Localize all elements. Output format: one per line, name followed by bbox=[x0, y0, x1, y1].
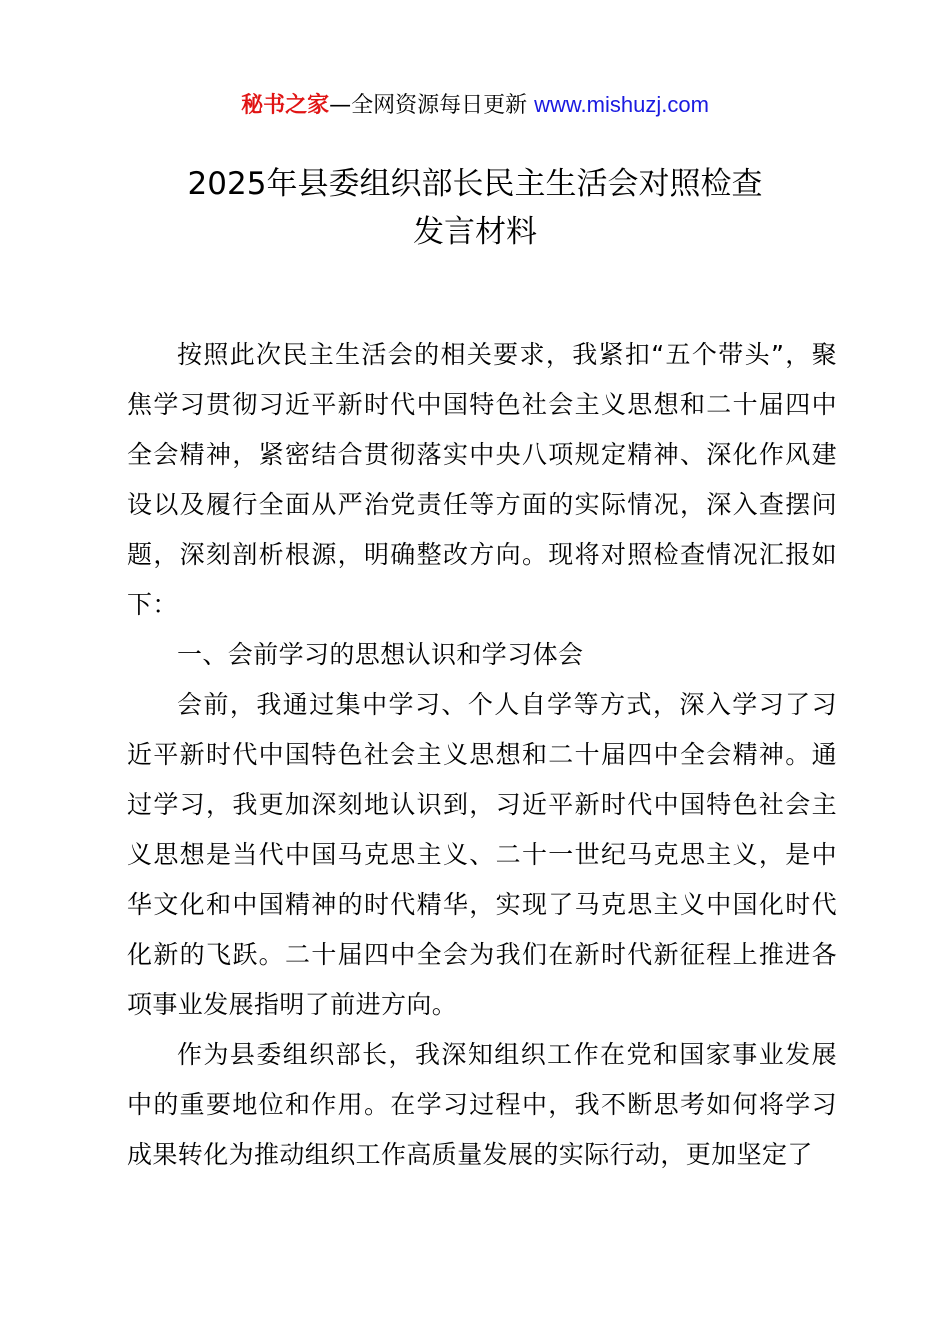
document-title bbox=[100, 160, 850, 256]
section-heading-1: 一、会前学习的思想认识和学习体会 bbox=[177, 640, 584, 669]
paragraph-study: 会前，我通过集中学习、个人自学等方式，深入学习了习近平新时代中国特色社会主义思想和二十届四中全会精神。通过学习，我更加深刻地认识到，习近平新时代中国特色社会主义思想是当代中国马克思主义、二十一世纪马克思主义，是中华文化和中国精神的时代精华，实现了马克思主义中国化时代化新的飞跃。二十届四中全会为我们在新时代新征程上推进各项事业发展指明了前进方向。 bbox=[127, 690, 837, 1019]
header-tagline: —全网资源每日更新 bbox=[329, 93, 528, 118]
brand-name: 秘书之家 bbox=[241, 93, 330, 118]
document-body bbox=[127, 330, 837, 1180]
title-line-2: 发言材料 bbox=[413, 214, 537, 250]
paragraph-role: 作为县委组织部长，我深知组织工作在党和国家事业发展中的重要地位和作用。在学习过程中，我不断思考如何将学习成果转化为推动组织工作高质量发展的实际行动，更加坚定了 bbox=[127, 1040, 837, 1169]
site-url-link[interactable]: www.mishuzj.com bbox=[534, 92, 709, 117]
site-header bbox=[0, 88, 950, 123]
paragraph-intro: 按照此次民主生活会的相关要求，我紧扣“五个带头”，聚焦学习贯彻习近平新时代中国特色社会主义思想和二十届四中全会精神，紧密结合贯彻落实中央八项规定精神、深化作风建设以及履行全面从严治党责任等方面的实际情况，深入查摆问题，深刻剖析根源，明确整改方向。现将对照检查情况汇报如下： bbox=[127, 340, 837, 619]
title-line-1: 2025年县委组织部长民主生活会对照检查 bbox=[187, 166, 763, 202]
